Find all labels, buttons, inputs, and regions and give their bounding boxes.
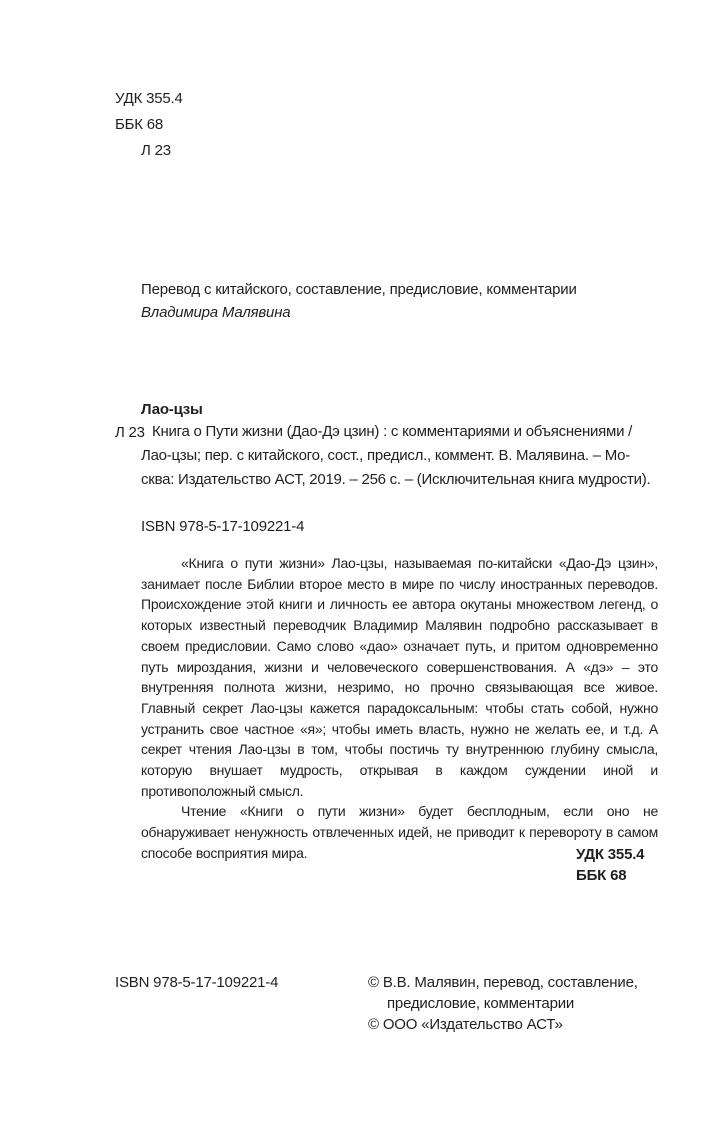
bbk-code-bottom: ББК 68 [576,867,627,884]
annotation-paragraph-1: «Книга о пути жизни» Лао-цзы, называемая по-китайски «Дао-Дэ цзин», занимает после Библии второе место в мире по числу иностранных переводов. Происхождение этой книги и личность ее автора окутаны множеством легенд, о которых известный переводчик Владимир Малявин подробно рассказывает в своем предисловии. Само слово «дао» означает путь, и притом одновременно путь мироздания, жизни и человеческого совершенствования. А «дэ» – это внутренняя полнота жизни, незримо, но прочно связывающая все живое. Главный секрет Лао-цзы кажется парадоксальным: чтобы стать собой, нужно устранить свое частное «я»; чтобы иметь власть, нужно не желать ее, и т.д. А секрет чтения Лао-цзы в том, чтобы постичь ту внутреннюю глубину смысла, которую внушает мудрость, открывая в каждом суждении иной и противоположный смысл. [141,555,658,799]
author-mark-top: Л 23 [141,142,171,159]
annotation-paragraph-2: Чтение «Книги о пути жизни» будет бесплодным, если оно не обнаруживает ненужность отвлеченных идей, не приводит к перевороту в самом способе восприятия мира. [141,803,658,861]
bbk-code-top: ББК 68 [115,116,164,133]
udk-code-bottom: УДК 355.4 [576,846,645,863]
catalog-description [141,420,661,492]
isbn-bottom: ISBN 978-5-17-109221-4 [115,974,279,991]
udk-code-top: УДК 355.4 [115,90,183,107]
catalog-author-heading: Лао-цзы [141,401,203,418]
catalog-line-3: сква: Издательство АСТ, 2019. – 256 с. – (Исключительная книга мудрости). [141,471,651,488]
catalog-line-1: Книга о Пути жизни (Дао-Дэ цзин) : с комментариями и объяснениями / [152,423,633,440]
annotation-text [141,553,658,864]
translator-name: Владимира Малявина [141,304,291,321]
catalog-isbn: ISBN 978-5-17-109221-4 [141,518,305,535]
copyright-line-2: предисловие, комментарии [387,995,575,1012]
copyright-line-1: © В.В. Малявин, перевод, составление, [368,974,638,991]
translation-credit-line: Перевод с китайского, составление, предисловие, комментарии [141,281,577,298]
catalog-line-2: Лао-цзы; пер. с китайского, сост., предисл., коммент. В. Малявина. – Мо- [141,447,630,464]
copyright-line-3: © ООО «Издательство АСТ» [368,1016,563,1033]
catalog-author-mark: Л 23 [115,424,145,441]
